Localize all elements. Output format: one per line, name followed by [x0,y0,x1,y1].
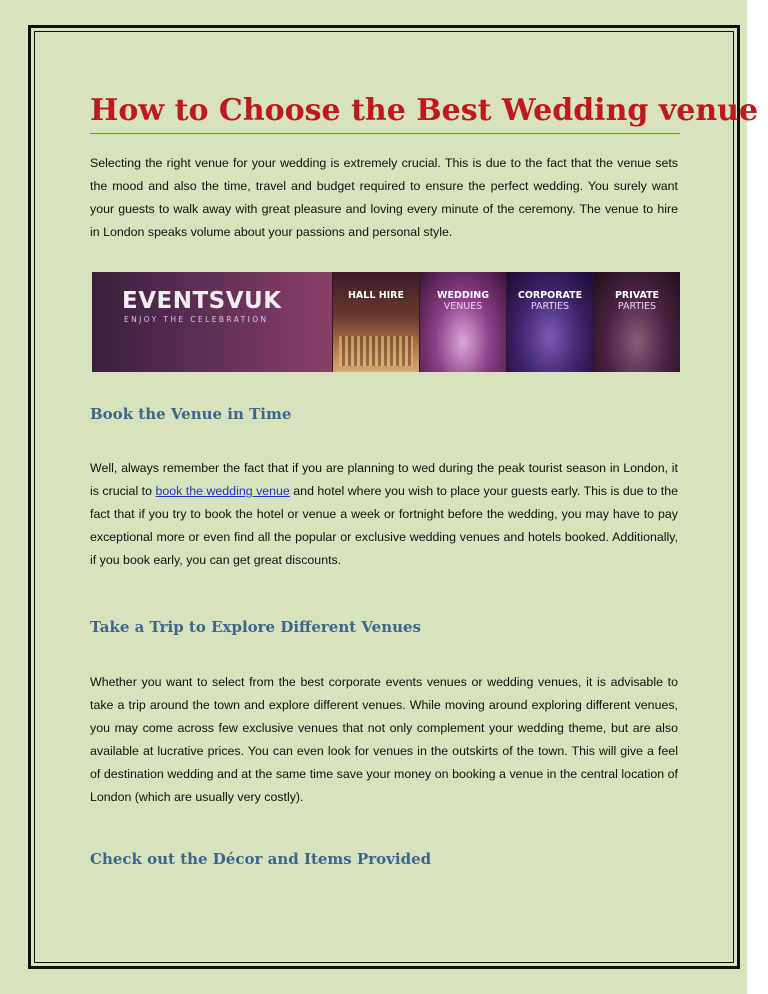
banner-tile-label: HALL HIRE [347,290,404,301]
banner-tile-sublabel: PARTIES [530,301,570,312]
banner-tile-private-parties [593,272,680,372]
banner-tile-label: CORPORATE [517,290,583,301]
hall-chairs-graphic [339,336,413,366]
banner-tile-sublabel: VENUES [443,301,483,312]
banner-tile-sublabel: PARTIES [617,301,657,312]
banner-tile-hall-hire [332,272,419,372]
banner-logo-text: EVENTSVUK [122,288,282,314]
paragraph-text: Well, always remember the fact that if you are planning to wed during the peak tourist season in London, it is crucial to [90,461,678,498]
banner-tile-wedding-venues [419,272,506,372]
banner-tagline: ENJOY THE CELEBRATION [124,315,269,324]
section-heading-explore-venues: Take a Trip to Explore Different Venues [90,618,421,636]
page-title: How to Choose the Best Wedding venue [90,93,759,128]
banner-tile-label: PRIVATE [614,290,660,301]
banner-tile-label: WEDDING [436,290,490,301]
section-heading-book-venue: Book the Venue in Time [90,405,292,423]
banner-tile-corporate-parties [506,272,593,372]
intro-paragraph: Selecting the right venue for your wedding is extremely crucial. This is due to the fact that the venue sets the mood and also the time, travel and budget required to ensure the perfect wedding. You surely want your guests to walk away with great pleasure and loving every minute of the ceremony. The venue to hire in London speaks volume about your passions and personal style. [90,156,678,239]
title-underline [90,133,680,134]
book-wedding-venue-link[interactable]: book the wedding venue [155,484,290,498]
eventsvuk-banner-image [92,272,680,372]
paragraph-text: and hotel where you wish to place your guests early. This is due to the fact that if you try to book the hotel or venue a week or fortnight before the wedding, you may have to pay exceptional more or even find all the popular or exclusive wedding venues and hotels booked. Additionally, if you book early, you can get great discounts. [90,484,678,567]
book-venue-paragraph [90,457,678,572]
explore-venues-paragraph: Whether you want to select from the best corporate events venues or wedding venues, it is advisable to take a trip around the town and explore different venues. While moving around exploring different venues, you may come across few exclusive venues that not only complement your wedding theme, but are also available at lucrative prices. You can even look for venues in the outskirts of the town. This will give a feel of destination wedding and at the same time save your money on booking a venue in the central location of London (which are usually very costly). [90,675,678,804]
section-heading-decor: Check out the Décor and Items Provided [90,850,432,868]
banner-logo-panel [92,272,332,372]
